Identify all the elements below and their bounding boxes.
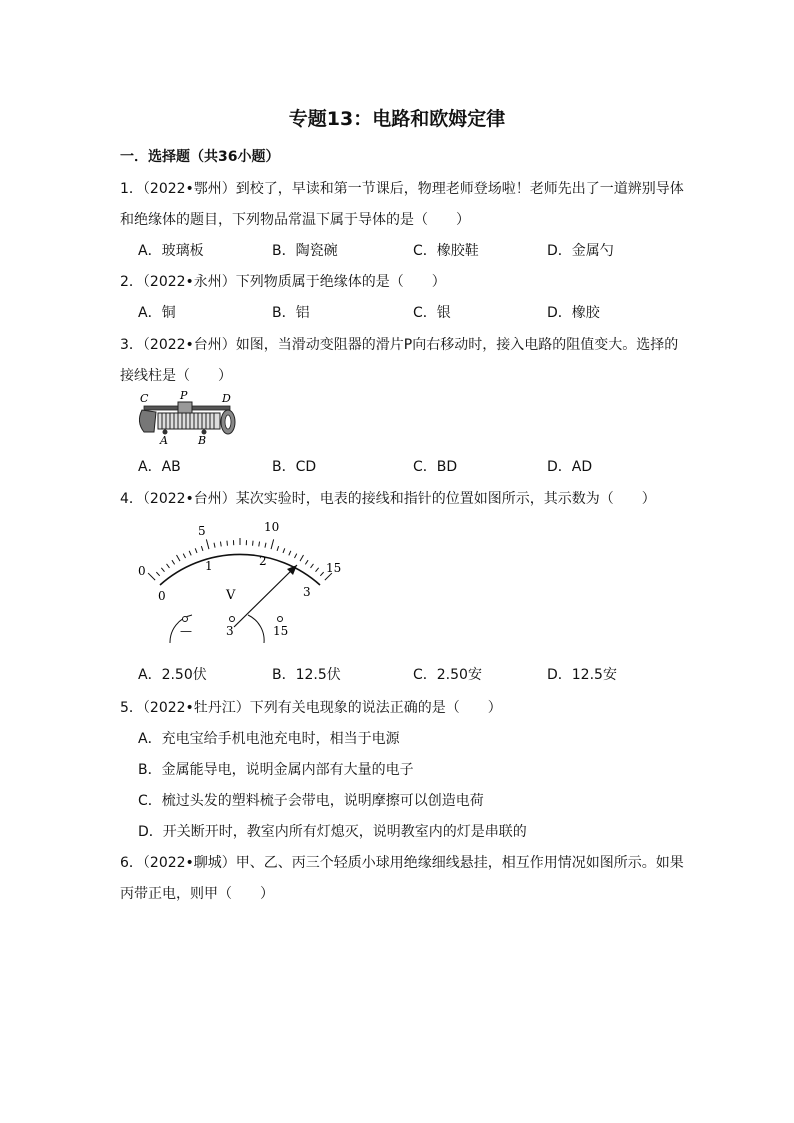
outer-label-10: 10 — [264, 520, 280, 534]
rheostat-label-b: B — [198, 434, 207, 447]
rheostat-label-c: C — [140, 392, 149, 405]
inner-label-0: 0 — [158, 589, 166, 603]
q2-option-d: D．橡胶 — [547, 305, 600, 321]
question-1-line-1: 1．（2022•鄂州）到校了，早读和第一节课后，物理老师登场啦！老师先出了一道辨别导体 — [120, 181, 684, 197]
q2-option-a: A．铜 — [138, 305, 176, 321]
meter-tick — [189, 551, 191, 556]
meter-tick — [320, 572, 323, 576]
q3-option-a: A．AB — [138, 459, 181, 475]
meter-tick — [265, 543, 266, 548]
q1-option-a: A．玻璃板 — [138, 243, 204, 259]
terminal-negative — [183, 617, 188, 622]
q3-option-d: D．AD — [547, 459, 593, 475]
q5-option-c: C．梳过头发的塑料梳子会带电，说明摩擦可以创造电荷 — [138, 793, 484, 809]
page-title: 专题13：电路和欧姆定律 — [288, 108, 506, 130]
terminal-3 — [230, 617, 235, 622]
q5-option-d: D．开关断开时，教室内所有灯熄灭，说明教室内的灯是串联的 — [138, 824, 527, 840]
meter-tick — [311, 564, 314, 568]
voltmeter-symbol: V — [226, 588, 236, 603]
meter-scale-arc — [160, 554, 320, 585]
meter-tick — [183, 554, 185, 558]
meter-tick — [289, 551, 291, 556]
meter-tick — [227, 541, 228, 546]
meter-needle — [234, 565, 297, 627]
inner-label-3: 3 — [303, 585, 311, 599]
q1-option-c: C．橡胶鞋 — [413, 243, 479, 259]
meter-tick — [259, 542, 260, 547]
outer-label-0: 0 — [138, 564, 146, 578]
question-3-line-2: 接线柱是（ ） — [120, 368, 232, 384]
inner-label-1: 1 — [205, 559, 213, 573]
meter-tick — [206, 539, 209, 549]
question-3-line-1: 3．（2022•台州）如图，当滑动变阻器的滑片P向右移动时，接入电路的阻值变大。选择的 — [120, 337, 679, 353]
outer-label-15: 15 — [326, 561, 342, 575]
section-heading: 一．选择题（共36小题） — [120, 149, 280, 165]
meter-tick — [294, 554, 296, 558]
meter-tick — [277, 546, 279, 551]
meter-tick — [156, 572, 159, 576]
terminal-15 — [278, 617, 283, 622]
q4-option-d: D．12.5安 — [547, 667, 617, 683]
rheostat-label-a: A — [160, 434, 168, 447]
rheostat-figure — [134, 388, 244, 448]
voltmeter-figure — [130, 515, 350, 645]
meter-tick — [305, 560, 308, 564]
question-2-line-1: 2．（2022•永州）下列物质属于绝缘体的是（ ） — [120, 274, 446, 290]
q4-option-a: A．2.50伏 — [138, 667, 207, 683]
inner-label-2: 2 — [259, 554, 267, 568]
meter-tick — [172, 560, 175, 564]
q2-option-b: B．铝 — [272, 305, 310, 321]
rheostat-left-support — [139, 410, 156, 432]
q3-option-c: C．BD — [413, 459, 458, 475]
terminal-a — [163, 430, 168, 435]
meter-tick — [214, 543, 215, 548]
meter-tick — [161, 568, 164, 572]
question-5-line-1: 5．（2022•牡丹江）下列有关电现象的说法正确的是（ ） — [120, 700, 502, 716]
question-6-line-2: 丙带正电，则甲（ ） — [120, 886, 274, 902]
meter-tick — [167, 564, 170, 568]
rheostat-label-d: D — [222, 392, 231, 405]
meter-tick — [201, 546, 203, 551]
terminal-label-15: 15 — [273, 624, 289, 638]
meter-tick — [253, 541, 254, 546]
q4-option-b: B．12.5伏 — [272, 667, 341, 683]
meter-tick — [271, 539, 274, 549]
question-6-line-1: 6．（2022•聊城）甲、乙、丙三个轻质小球用绝缘细线悬挂，相互作用情况如图所示。如果 — [120, 855, 684, 871]
q2-option-c: C．银 — [413, 305, 451, 321]
rheostat-label-p: P — [180, 389, 188, 402]
meter-tick — [316, 568, 319, 572]
terminal-b — [202, 430, 207, 435]
q3-option-b: B．CD — [272, 459, 317, 475]
meter-tick — [177, 555, 181, 561]
q4-option-c: C．2.50安 — [413, 667, 482, 683]
terminal-label-3: 3 — [226, 624, 234, 638]
terminal-label-negative: — — [180, 624, 192, 638]
question-1-line-2: 和绝缘体的题目，下列物品常温下属于导体的是（ ） — [120, 212, 470, 228]
meter-tick — [300, 555, 304, 561]
q1-option-b: B．陶瓷碗 — [272, 243, 338, 259]
meter-tick — [148, 573, 155, 580]
outer-label-5: 5 — [198, 524, 206, 538]
q5-option-a: A．充电宝给手机电池充电时，相当于电源 — [138, 731, 400, 747]
meter-tick — [195, 548, 197, 553]
q5-option-b: B．金属能导电，说明金属内部有大量的电子 — [138, 762, 414, 778]
meter-tick — [220, 542, 221, 547]
rheostat-coil — [158, 413, 220, 429]
question-4-line-1: 4．（2022•台州）某次实验时，电表的接线和指针的位置如图所示，其示数为（ ） — [120, 491, 656, 507]
meter-tick — [283, 548, 285, 553]
q1-option-d: D．金属勺 — [547, 243, 614, 259]
